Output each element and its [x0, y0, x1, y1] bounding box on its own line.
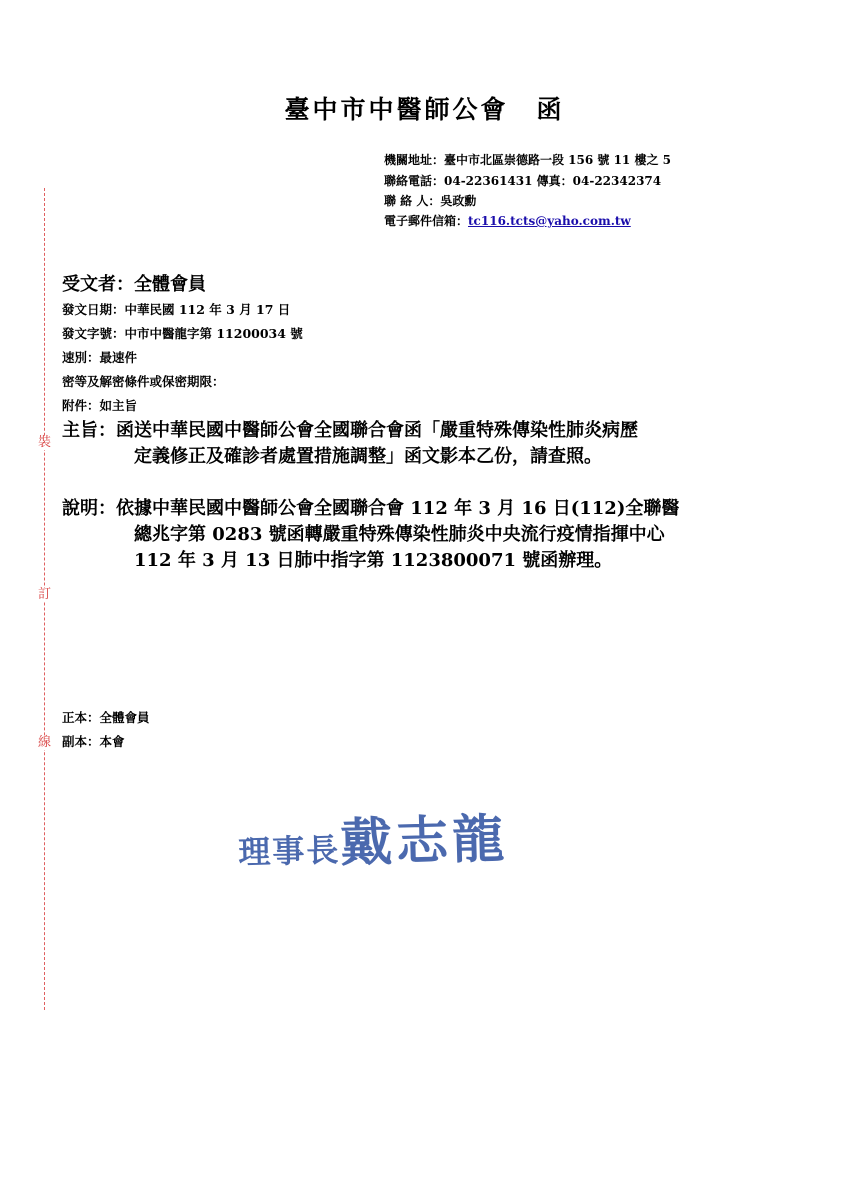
attachment: 附件：如主旨 [62, 398, 138, 413]
explanation-line-3: 112 年 3 月 13 日肺中指字第 1123800071 號函辦理。 [134, 550, 613, 571]
recipient: 受文者：全體會員 [62, 274, 206, 295]
explanation-label: 說明： [62, 498, 116, 519]
explanation-line-1: 依據中華民國中醫師公會全國聯合會 112 年 3 月 16 日(112)全聯醫 [116, 498, 680, 519]
signature-name: 戴志龍 [339, 808, 509, 874]
agency-address: 機關地址：臺中市北區崇德路一段 156 號 11 樓之 5 [384, 153, 671, 167]
distribution-original: 正本：全體會員 [62, 710, 150, 725]
signature-title: 理事長 [237, 830, 341, 872]
issue-date: 發文日期：中華民國 112 年 3 月 17 日 [62, 302, 291, 317]
document-title: 臺中市中醫師公會 函 [284, 95, 565, 124]
contact-person: 聯 絡 人：吳政勳 [384, 194, 477, 208]
document-number: 發文字號：中市中醫龍字第 11200034 號 [62, 326, 303, 341]
delivery-speed: 速別：最速件 [62, 350, 138, 365]
email-link[interactable]: tc116.tcts@yaho.com.tw [468, 214, 631, 228]
explanation-line-2: 總兆字第 0283 號函轉嚴重特殊傳染性肺炎中央流行疫情指揮中心 [134, 524, 665, 545]
binding-char-ding: 訂 [38, 587, 52, 602]
distribution-copy: 副本：本會 [62, 734, 125, 749]
confidentiality: 密等及解密條件或保密期限： [62, 374, 225, 389]
subject-label: 主旨： [62, 420, 116, 441]
email-label: 電子郵件信箱： [384, 214, 469, 228]
subject-line-1: 函送中華民國中醫師公會全國聯合會函「嚴重特殊傳染性肺炎病歷 [116, 420, 638, 441]
subject-line-2: 定義修正及確診者處置措施調整」函文影本乙份，請查照。 [134, 446, 602, 467]
signature-seal [237, 796, 509, 878]
binding-char-xian: 線 [38, 735, 52, 750]
contact-email-row [384, 212, 631, 229]
binding-char-zhuang: 裝 [38, 435, 52, 450]
contact-phone-fax: 聯絡電話：04-22361431 傳真：04-22342374 [384, 174, 662, 188]
